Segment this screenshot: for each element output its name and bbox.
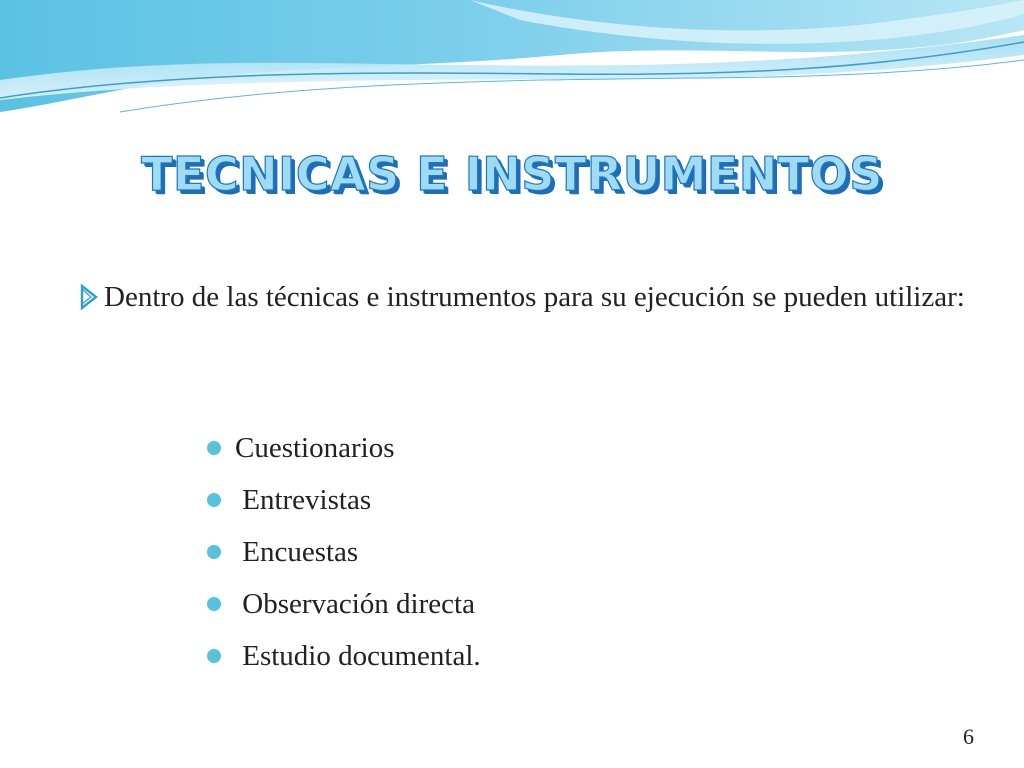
intro-text: Dentro de las técnicas e instrumentos para su ejecución se pueden utilizar: xyxy=(104,281,965,313)
list-item xyxy=(207,578,481,630)
round-bullet-icon xyxy=(207,597,221,611)
list-item xyxy=(207,474,481,526)
list-item xyxy=(207,630,481,682)
round-bullet-icon xyxy=(207,649,221,663)
list-item xyxy=(207,526,481,578)
intro-paragraph xyxy=(78,276,978,318)
instrument-list xyxy=(207,422,481,682)
list-item xyxy=(207,422,481,474)
arrow-bullet-icon xyxy=(78,276,104,316)
list-item-label: Encuestas xyxy=(235,535,359,568)
round-bullet-icon xyxy=(207,493,221,507)
round-bullet-icon xyxy=(207,441,221,455)
slide-title: TECNICAS E INSTRUMENTOS xyxy=(141,147,883,201)
header-waves xyxy=(0,0,1024,120)
list-item-label: Observación directa xyxy=(235,587,475,620)
list-item-label: Estudio documental. xyxy=(235,639,481,672)
round-bullet-icon xyxy=(207,545,221,559)
page-number: 6 xyxy=(963,724,974,749)
list-item-label: Entrevistas xyxy=(235,483,372,516)
list-item-label: Cuestionarios xyxy=(235,431,395,464)
